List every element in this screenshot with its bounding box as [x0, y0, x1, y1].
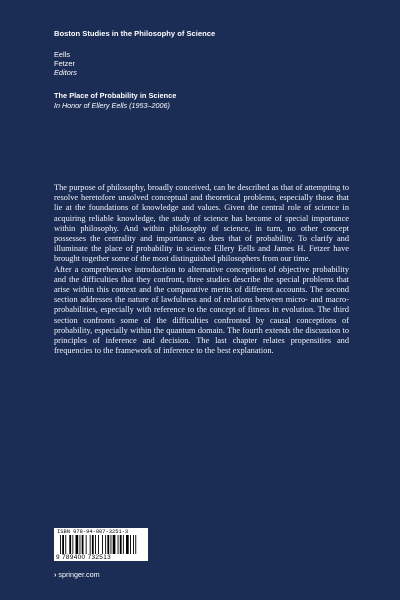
editor-name: Eells [54, 50, 71, 59]
barcode-bar [126, 535, 129, 554]
editor-name: Fetzer [54, 59, 75, 69]
barcode-bar [102, 535, 103, 554]
chevron-right-icon: › [54, 570, 57, 579]
barcode [54, 528, 148, 561]
barcode-bar [80, 535, 81, 554]
barcode-bar [62, 535, 64, 554]
barcode-bar [120, 535, 122, 554]
publisher-url: springer.com [58, 570, 100, 579]
book-title: The Place of Probability in Science [54, 91, 177, 100]
barcode-bar [82, 535, 84, 554]
barcode-bar [76, 535, 79, 554]
barcode-bar [107, 535, 109, 554]
editors-block [54, 50, 77, 78]
barcode-bar [118, 535, 119, 554]
barcode-bar [98, 535, 99, 554]
barcode-bar [105, 535, 106, 554]
blurb-paragraph: After a comprehensive introduction to alternative conceptions of objective probability and the difficulties that they confront, three studies describe the special problems that arise within this context and the comparative merits of different accounts. The second section addresses the nature of lawfulness and of relations between micro- and macro-probabilities, especially with reference to the concept of fitness in evolution. The third section confronts some of the difficulties confronted by causal conceptions of probability, especially within the quantum domain. The fourth extends the discussion to principles of inference and decision. The last chapter relates propensities and frequencies to the framework of inference to the best explanation. [54, 264, 349, 356]
barcode-digits: 9 789400 732513 [56, 554, 112, 561]
blurb-paragraph: The purpose of philosophy, broadly conceived, can be described as that of attempting to resolve heretofore unsolved conceptual and theoretical problems, especially those that lie at the foundations of knowledge and values. Given the central role of science in acquiring reliable knowledge, the study of science has become of special importance within philosophy. And within philosophy of science, in turn, no other concept possesses the centrality and importance as does that of probability. To clarify and illuminate the place of probability in science Ellery Eells and James H. Fetzer have brought together some of the most distinguished philosophers from our time. [54, 183, 349, 264]
book-subtitle: In Honor of Ellery Eells (1953–2006) [54, 101, 170, 110]
barcode-bar [90, 535, 91, 554]
isbn-label: ISBN 978-94-007-3251-3 [57, 529, 129, 535]
barcode-bar [111, 535, 112, 554]
series-title: Boston Studies in the Philosophy of Science [54, 29, 216, 38]
blurb [54, 183, 349, 356]
barcode-bar [69, 535, 71, 554]
barcode-bar [65, 535, 66, 554]
barcode-bar [123, 535, 124, 554]
barcode-bars [60, 535, 142, 554]
barcode-bar [92, 535, 94, 554]
barcode-bar [95, 535, 96, 554]
editors-role: Editors [54, 68, 78, 78]
publisher-link[interactable] [54, 570, 100, 579]
barcode-bar [72, 535, 73, 554]
barcode-bar [135, 535, 136, 554]
barcode-bar [60, 535, 61, 554]
barcode-bar [130, 535, 131, 554]
barcode-bar [133, 535, 134, 554]
barcode-bar [113, 535, 116, 554]
barcode-bar [86, 535, 87, 554]
